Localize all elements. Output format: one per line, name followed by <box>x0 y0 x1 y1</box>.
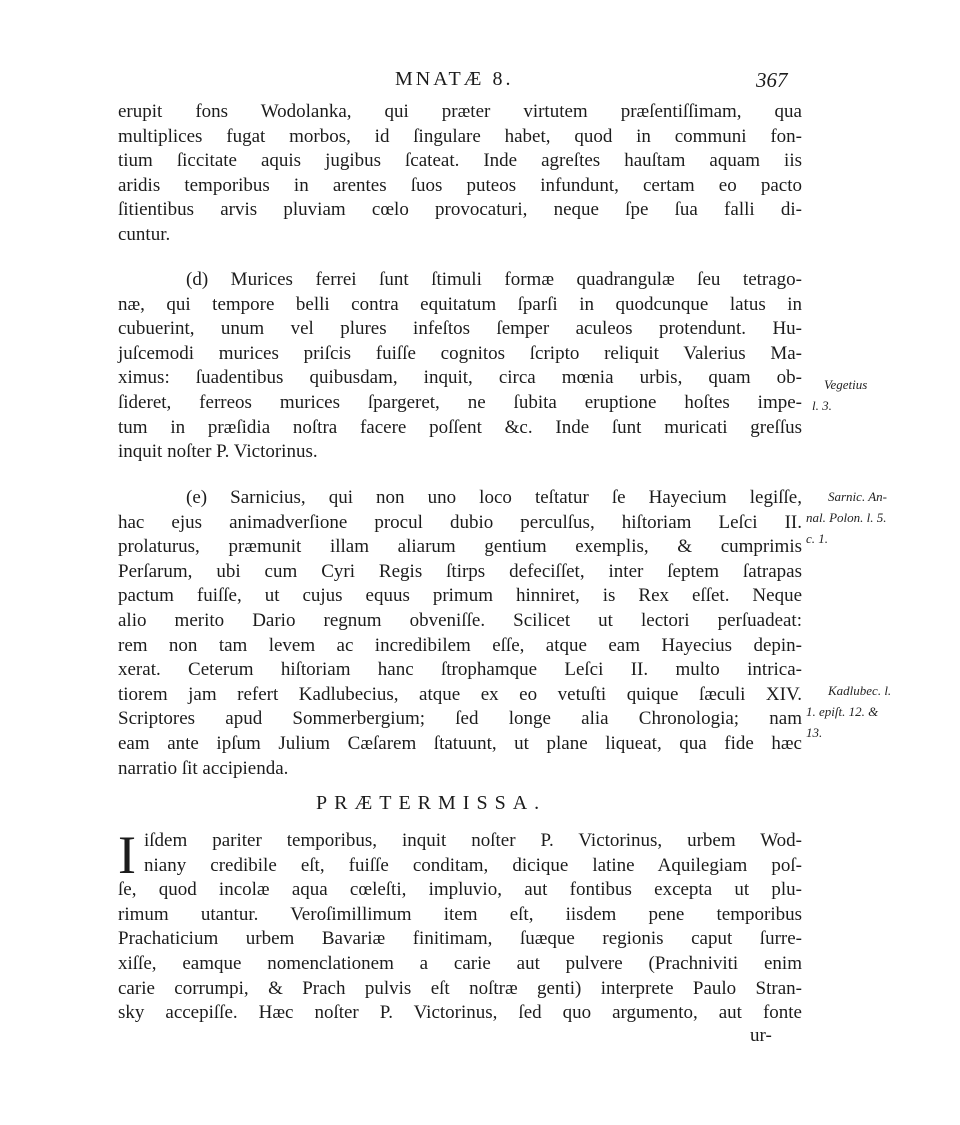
text-line: rimum utantur. Veroſimillimum item eſt, iisdem pene temporibus <box>118 903 802 925</box>
text-line: aridis temporibus in arentes ſuos puteos infundunt, certam eo pacto <box>118 174 802 196</box>
text-line: multiplices fugat morbos, id ſingulare habet, quod in communi fon- <box>118 125 802 147</box>
text-line: xerat. Ceterum hiſtoriam hanc ſtrophamque Leſci II. multo intrica- <box>118 659 802 681</box>
margin-note-line: Sarnic. An- <box>828 489 887 504</box>
text-line: næ, qui tempore belli contra equitatum ſparſi in quodcunque latus in <box>118 293 802 315</box>
drop-cap: I <box>118 825 136 885</box>
margin-note-sarnicius <box>806 486 916 549</box>
text-line: pactum fuiſſe, ut cujus equus primum hinniret, is Rex eſſet. Neque <box>118 585 802 607</box>
margin-note-line: nal. Polon. l. 5. <box>806 510 887 525</box>
text-line: ſitientibus arvis pluviam cœlo provocaturi, neque ſpe ſua falli di- <box>118 199 802 221</box>
text-line: cuntur. <box>118 223 171 245</box>
text-line: ſe, quod incolæ aqua cœleſti, impluvio, aut fontibus excepta ut plu- <box>118 879 802 901</box>
text-line: alio merito Dario regnum obveniſſe. Scilicet ut lectori perſuadeat: <box>118 609 802 631</box>
margin-note-line: Vegetius <box>824 377 868 392</box>
text-line: xiſſe, eamque nomenclationem a carie aut pulvere (Prachniviti enim <box>118 952 802 974</box>
text-line: (e) Sarnicius, qui non uno loco teſtatur ſe Hayecium legiſſe, <box>186 487 802 508</box>
text-line: Prachaticium urbem Bavariæ finitimam, ſuæque regionis caput ſurre- <box>118 928 802 950</box>
text-line: (d) Murices ferrei ſunt ſtimuli formæ quadrangulæ ſeu tetrago- <box>186 269 802 290</box>
note-e-sarnicius <box>118 486 802 781</box>
note-d-murices <box>118 268 802 465</box>
text-line: carie corrumpi, & Prach pulvis eſt noſtræ genti) interprete Paulo Stran- <box>118 977 802 999</box>
margin-note-line: 13. <box>806 725 823 740</box>
text-line: tum in præſidia noſtra facere poſſent &c. Inde ſunt muricati greſſus <box>118 416 802 438</box>
margin-note-line: Kadlubec. l. <box>828 683 892 698</box>
text-line: juſcemodi murices priſcis fuiſſe cognitos ſcripto reliquit Valerius Ma- <box>118 342 802 364</box>
text-line: iſdem pariter temporibus, inquit noſter P. Victorinus, urbem Wod- <box>144 830 802 851</box>
paragraph-wodolanka <box>118 100 802 248</box>
text-line: prolaturus, præmunit illam aliarum gentium exemplis, & cumprimis <box>118 536 802 558</box>
running-head <box>0 68 960 98</box>
text-line: erupit fons Wodolanka, qui præter virtutem præſentiſſimam, qua <box>118 101 802 122</box>
margin-note-line: l. 3. <box>812 398 832 413</box>
text-line: hac ejus animadverſione procul dubio perculſus, hiſtoriam Leſci II. <box>118 511 802 533</box>
section-heading: PRÆTERMISSA. <box>316 792 547 814</box>
text-line: ximus: ſuadentibus quibusdam, inquit, circa mœnia urbis, quam ob- <box>118 367 802 389</box>
page-number: 367 <box>756 68 788 92</box>
margin-note-line: c. 1. <box>806 531 829 546</box>
text-line: sky accepiſſe. Hæc noſter P. Victorinus, ſed quo argumento, aut fonte <box>118 1002 802 1024</box>
catchword: ur- <box>750 1025 772 1046</box>
text-line: tiorem jam refert Kadlubecius, atque ex eo vetuſti quique ſæculi XIV. <box>118 683 802 705</box>
margin-note-line: 1. epiſt. 12. & <box>806 704 879 719</box>
text-line: inquit noſter P. Victorinus. <box>118 441 318 463</box>
praetermissa-text <box>118 825 802 1026</box>
running-title: MNATÆ 8. <box>395 68 514 90</box>
text-line: Scriptores apud Sommerbergium; ſed longe alia Chronologia; nam <box>118 708 802 730</box>
text-line: narratio ſit accipienda. <box>118 757 289 779</box>
text-line: tium ſiccitate aquis jugibus ſcateat. Inde agreſtes hauſtam aquam iis <box>118 150 802 172</box>
margin-note-vegetius <box>806 374 916 416</box>
margin-note-kadlubek <box>806 680 916 743</box>
text-line: Perſarum, ubi cum Cyri Regis ſtirps defeciſſet, inter ſeptem ſatrapas <box>118 560 802 582</box>
text-line: niany credibile eſt, fuiſſe conditam, dicique latine Aquilegiam poſ- <box>144 854 802 876</box>
text-line: cubuerint, unum vel plures infeſtos ſemper aculeos protendunt. Hu- <box>118 318 802 340</box>
text-line: eam ante ipſum Julium Cæſarem ſtatuunt, ut plane liqueat, qua fide hæc <box>118 732 802 754</box>
text-line: ſideret, ferreos murices ſpargeret, ne ſubita eruptione hoſtes impe- <box>118 391 802 413</box>
text-line: rem non tam levem ac incredibilem eſſe, atque eam Hayecius depin- <box>118 634 802 656</box>
